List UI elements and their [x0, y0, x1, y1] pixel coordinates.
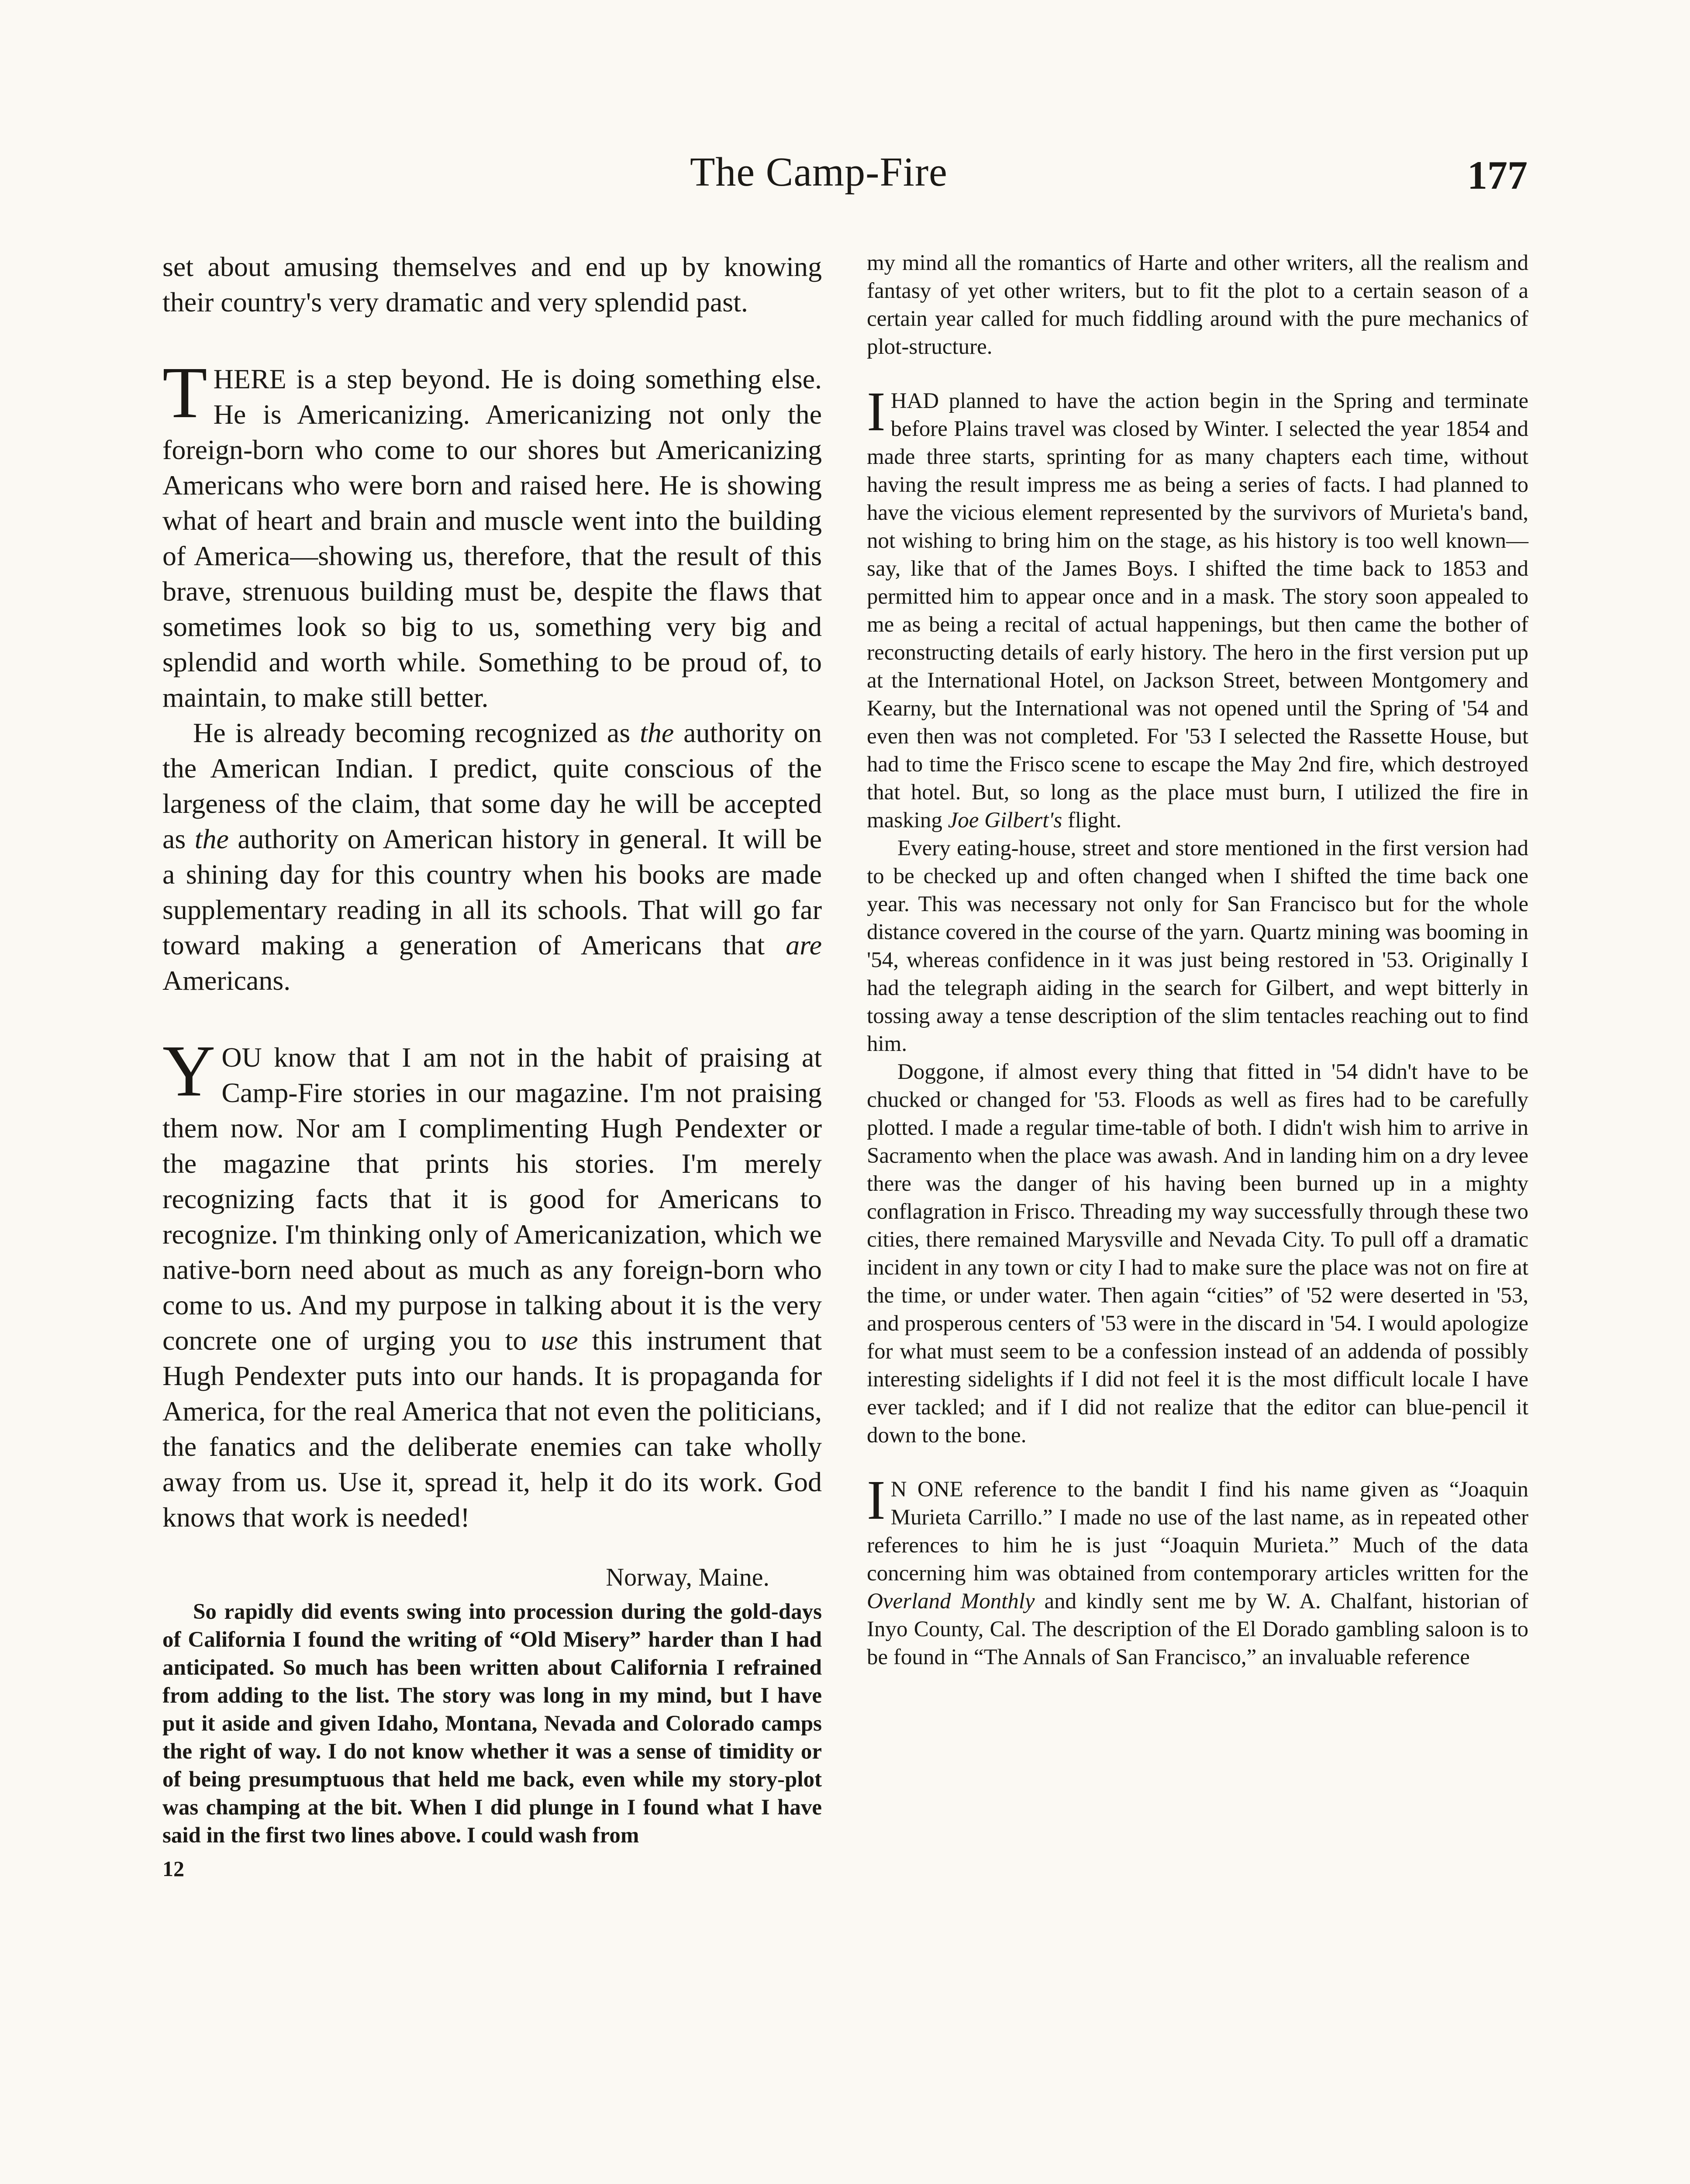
- page-header: [0, 149, 1690, 214]
- text-run: authority on the American Indian. I predict, quite conscious of the largeness of the claim, that some day he will be accepted as: [162, 717, 822, 854]
- running-title: The Camp-Fire: [690, 149, 948, 195]
- emphasis: are: [786, 930, 822, 961]
- paragraph: [162, 352, 822, 715]
- paragraph-text: HERE is a step beyond. He is doing something else. He is Americanizing. Americanizing not only the foreign-born who come to our shores but Americanizing Americans who were born and raised here. He is showing what of heart and brain and muscle went into the building of America—showing us, therefore, that the result of this brave, strenuous building must be, despite the flaws that sometimes look so big to us, something very big and splendid and worth while. Something to be proud of, to maintain, to make still better.: [162, 363, 822, 713]
- drop-cap: I: [867, 380, 886, 442]
- emphasis: use: [541, 1325, 578, 1356]
- text-run: authority on American history in general. It will be a shining day for this country when his books are made supplementary reading in all its schools. That will go far toward making a generation of Americans that: [162, 823, 822, 961]
- text-run: and kindly sent me by W. A. Chalfant, historian of Inyo County, Cal. The description of the El Dorado gambling saloon is to be found in “The Annals of San Francisco,” an invaluable reference: [867, 1589, 1528, 1669]
- sheet-number: 12: [162, 1856, 184, 1881]
- text-run: N ONE reference to the bandit I find his name given as “Joaquin Murieta Carrillo.” I made no use of the last name, as in repeated other references to him he is just “Joaquin Murieta.” Much of the data concerning him was obtained from contemporary articles written for the: [867, 1477, 1528, 1586]
- text-run: Americans.: [162, 965, 291, 996]
- paragraph: Every eating-house, street and store mentioned in the first version had to be checked up and often changed when I shifted the time back one year. This was necessary not only for San Francisco but for the whole distance covered in the course of the yarn. Quartz mining was booming in '54, whereas confidence in it was just being restored in '53. Originally I had the telegraph aiding in the search for Gilbert, and wept bitterly in tossing away a tense description of the slim tentacles reaching out to find him.: [867, 836, 1528, 1056]
- emphasis: Overland Monthly: [867, 1589, 1035, 1614]
- emphasis: the: [640, 717, 674, 748]
- paragraph: my mind all the romantics of Harte and other writers, all the realism and fantasy of yet other writers, but to fit the plot to a certain season of a certain year called for much fiddling around with the pure mechanics of plot-structure.: [867, 251, 1528, 359]
- footnote: So rapidly did events swing into procession during the gold-days of California I found the writing of “Old Misery” harder than I had anticipated. So much has been written about California I refrained from adding to the list. The story was long in my mind, but I have put it aside and given Idaho, Montana, Nevada and Colorado camps the right of way. I do not know whether it was a sense of timidity or of being presumptuous that held me back, even while my story-plot was champing at the bit. When I did plunge in I found what I have said in the first two lines above. I could wash from: [162, 1600, 822, 1848]
- page-number: 177: [1467, 153, 1528, 197]
- paragraph: [867, 1469, 1528, 1671]
- drop-cap: Y: [162, 1030, 216, 1112]
- text-run: He is already becoming recognized as: [193, 717, 640, 748]
- paragraph: Doggone, if almost every thing that fitted in '54 didn't have to be chucked or changed for '53. Floods as well as fires had to be carefully plotted. I made a regular time-table of both. I didn't wish him to arrive in Sacramento when the place was awash. And in landing him on a dry levee there was the danger of his having been burned up in a mighty conflagration in Frisco. Threading my way successfully through these two cities, there remained Marysville and Nevada City. To pull off a dramatic incident in any town or city I had to make sure the place was not on fire at the time, or under water. Then again “cities” of '52 were deserted in '53, and prosperous centers of '53 were in the discard in '54. I would apologize for what must seem to be a confession instead of an addenda of possibly interesting sidelights if I did not feel it is the most difficult locale I have ever tackled; and if I did not realize that the editor can blue-pencil it down to the bone.: [867, 1060, 1528, 1448]
- drop-cap: T: [162, 352, 207, 433]
- emphasis: Joe Gilbert's: [948, 808, 1062, 833]
- text-run: this instrument that Hugh Pendexter puts into our hands. It is propaganda for America, for the real America that not even the politicians, the fanatics and the deliberate enemies can take wholly away from us. Use it, spread it, help it do its work. God knows that work is needed!: [162, 1325, 822, 1533]
- emphasis: the: [194, 823, 229, 854]
- text-run: flight.: [1062, 808, 1122, 833]
- text-run: HAD planned to have the action begin in the Spring and terminate before Plains travel was closed by Winter. I selected the year 1854 and made three starts, sprinting for as many chapters each time, without having the result impress me as being a series of facts. I had planned to have the vicious element represented by the survivors of Murieta's band, not wishing to bring him on the stage, as his history is too well known—say, like that of the James Boys. I shifted the time back to 1853 and permitted him to appear once and in a mask. The story soon appealed to me as being a recital of actual happenings, but then came the bother of reconstructing details of early history. The hero in the first version put up at the International Hotel, on Jackson Street, between Montgomery and Kearny, but the International was not opened until the Spring of '54 and even then was not completed. For '53 I selected the Rassette House, but had to time the Frisco scene to escape the May 2nd fire, which destroyed that hotel. But, so long as the place must burn, I utilized the fire in masking: [867, 389, 1528, 833]
- signature-location: Norway, Maine.: [606, 1563, 769, 1591]
- paragraph: set about amusing themselves and end up by knowing their country's very dramatic and very splendid past.: [162, 251, 822, 318]
- right-column: [867, 249, 1528, 1671]
- left-column: [162, 249, 822, 1882]
- paragraph: [162, 1030, 822, 1535]
- drop-cap: I: [867, 1469, 886, 1531]
- text-run: OU know that I am not in the habit of praising at Camp-Fire stories in our magazine. I'm not praising them now. Nor am I complimenting Hugh Pendexter or the magazine that prints his stories. I'm merely recognizing facts that it is good for Americans to recognize. I'm thinking only of Americanization, which we native-born need about as much as any foreign-born who come to us. And my purpose in talking about it is the very concrete one of urging you to: [162, 1042, 822, 1356]
- paragraph: [162, 715, 822, 998]
- paragraph: [867, 380, 1528, 834]
